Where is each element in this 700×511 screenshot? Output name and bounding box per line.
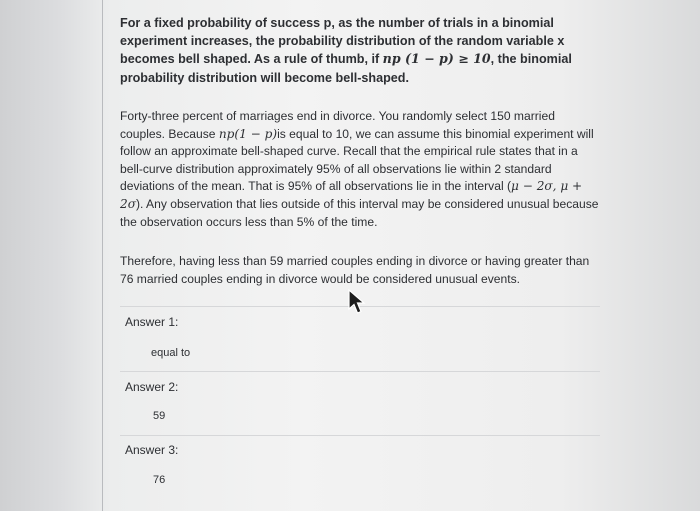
answer-3-label: Answer 3:	[125, 443, 179, 457]
problem-paragraph	[120, 108, 602, 231]
intro-text-1: For a fixed probability of success p, as the number of trials in a binomial experiment increases, the probability distribution of the random variable x becomes bell shaped. As a rule of thumb, if	[120, 16, 565, 67]
intro-paragraph	[120, 14, 600, 87]
answer-2-value[interactable]: 59	[153, 410, 166, 422]
problem-text-2: is equal to 10, we can assume this binomial experiment will follow an approximate bell-shaped curve. Recall that the empirical rule states that in a bell-curve distribution approximately 95% of all observations lie within 2 standard deviations of the mean. That is 95% of all observations lie in the interval (	[120, 126, 594, 194]
divider	[120, 371, 600, 372]
problem-text-3: ). Any observation that lies outside of this interval may be considered unusual because the observation occurs less than 5% of the time.	[120, 196, 599, 229]
divider	[120, 435, 600, 436]
question-page	[103, 0, 623, 511]
answer-1-label: Answer 1:	[125, 315, 179, 329]
answer-1-value[interactable]: equal to	[151, 347, 191, 359]
answer-2-label: Answer 2:	[125, 380, 179, 394]
problem-math-1: np(1 − p)	[218, 126, 278, 141]
mouse-cursor-icon	[347, 289, 369, 315]
intro-math: np (1 − p) ≥ 10	[382, 51, 491, 67]
intro-text-2: , the binomial probability distribution will become bell-shaped.	[120, 52, 572, 85]
problem-math-2: μ − 2σ, μ + 2σ	[120, 179, 583, 211]
problem-text-1: Forty-three percent of marriages end in divorce. You randomly select 150 married couples. Because	[120, 109, 555, 141]
conclusion-paragraph: Therefore, having less than 59 married couples ending in divorce or having greater than 76 married couples ending in divorce would be considered unusual events.	[120, 254, 590, 286]
answer-3-value[interactable]: 76	[153, 474, 166, 486]
